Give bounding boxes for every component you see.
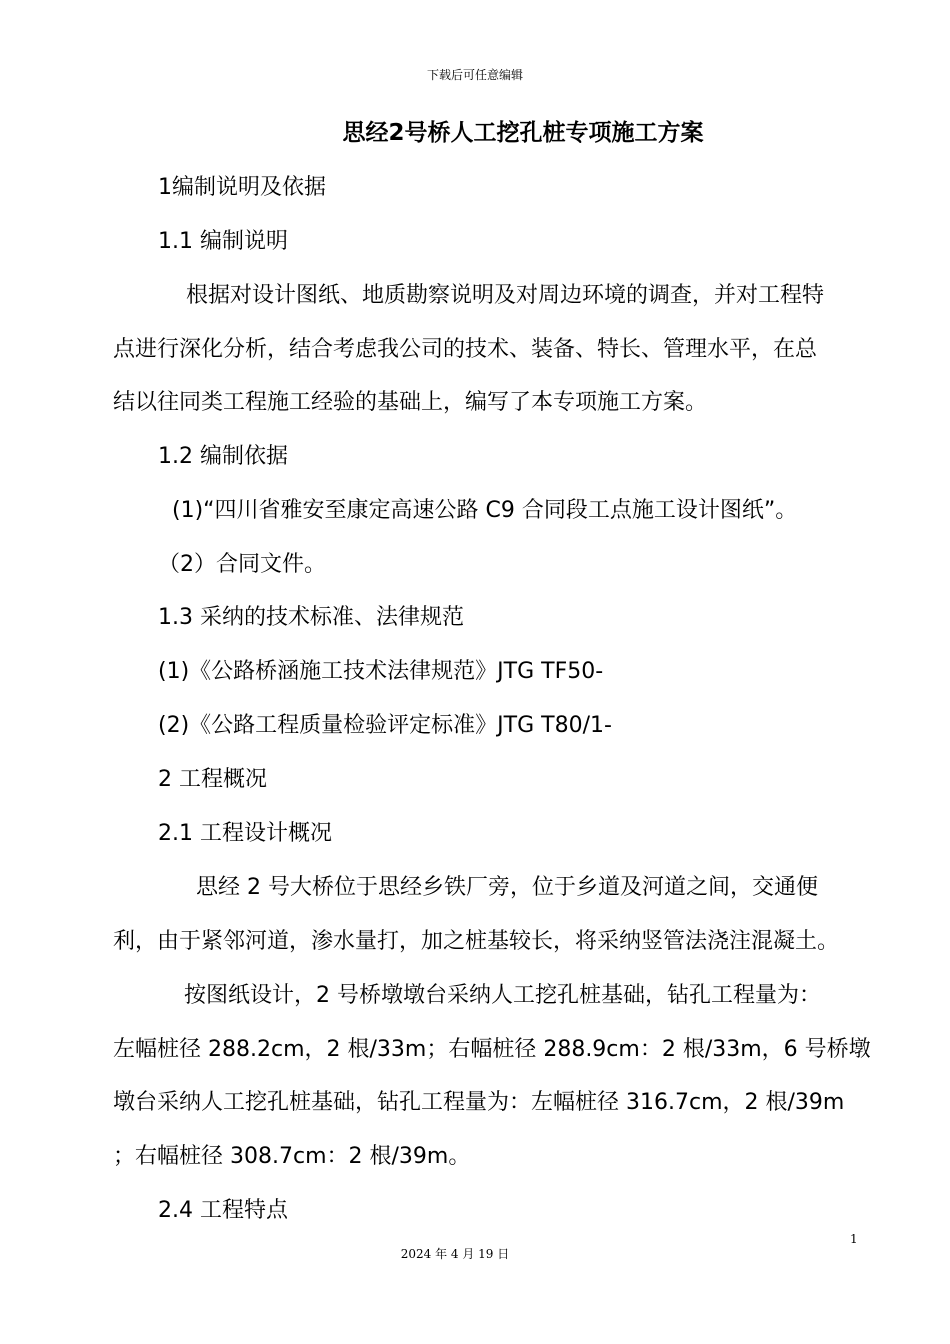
heading-section-1-3: 1.3 采纳的技术标准、法律规范 xyxy=(158,605,464,630)
document-title: 思经2号桥人工挖孔桩专项施工方案 xyxy=(342,120,704,146)
paragraph-3-line-2: 左幅桩径 288.2cm，2 根/33m；右幅桩径 288.9cm：2 根/33m，6 号桥墩 xyxy=(113,1037,871,1062)
page-number: 1 xyxy=(850,1232,858,1246)
basis-item-2: （2）合同文件。 xyxy=(158,552,326,577)
footer-date: 2024 年 4 月 19 日 xyxy=(400,1247,510,1261)
paragraph-3-line-3: 墩台采纳人工挖孔桩基础，钻孔工程量为：左幅桩径 316.7cm，2 根/39m xyxy=(113,1090,845,1115)
heading-section-1-2: 1.2 编制依据 xyxy=(158,444,288,469)
standard-item-1: (1)《公路桥涵施工技术法律规范》JTG TF50- xyxy=(158,659,604,684)
heading-section-2-4: 2.4 工程特点 xyxy=(158,1198,288,1223)
heading-section-1: 1编制说明及依据 xyxy=(158,175,326,200)
paragraph-1-line-3: 结以往同类工程施工经验的基础上，编写了本专项施工方案。 xyxy=(113,390,708,415)
heading-section-2-1: 2.1 工程设计概况 xyxy=(158,821,332,846)
heading-section-1-1: 1.1 编制说明 xyxy=(158,229,288,254)
basis-item-1: (1)“四川省雅安至康定高速公路 C9 合同段工点施工设计图纸”。 xyxy=(172,498,798,523)
paragraph-3-line-1: 按图纸设计，2 号桥墩墩台采纳人工挖孔桩基础，钻孔工程量为： xyxy=(184,983,821,1008)
page-header: 下载后可任意编辑 xyxy=(426,68,523,82)
paragraph-1-line-1: 根据对设计图纸、地质勘察说明及对周边环境的调查，并对工程特 xyxy=(186,283,825,308)
paragraph-2-line-2: 利，由于紧邻河道，渗水量打，加之桩基较长，将采纳竖管法浇注混凝土。 xyxy=(113,929,840,954)
heading-section-2: 2 工程概况 xyxy=(158,767,267,792)
paragraph-1-line-2: 点进行深化分析，结合考虑我公司的技术、装备、特长、管理水平，在总 xyxy=(113,337,818,362)
standard-item-2: (2)《公路工程质量检验评定标准》JTG T80/1- xyxy=(158,713,612,738)
paragraph-2-line-1: 思经 2 号大桥位于思经乡铁厂旁，位于乡道及河道之间，交通便 xyxy=(196,875,818,900)
paragraph-3-line-4: ；右幅桩径 308.7cm：2 根/39m。 xyxy=(113,1144,471,1169)
